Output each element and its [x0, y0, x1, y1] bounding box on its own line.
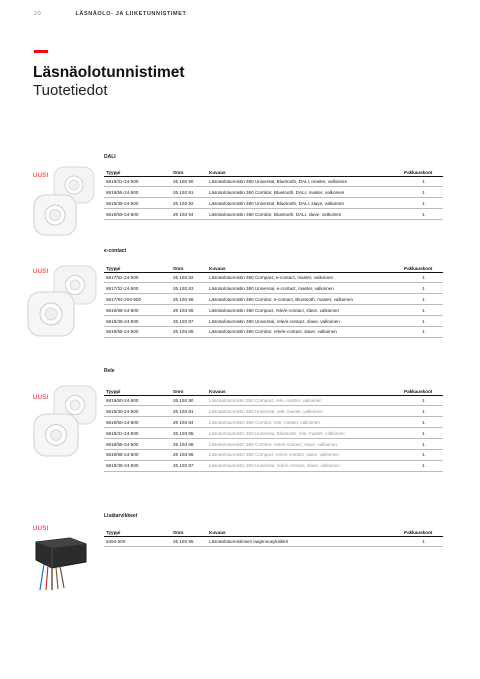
- cell-desc: Läsnäolotunnistin 360 Compact, rele/e-contact, slave, valkoinen: [207, 449, 402, 460]
- cell-type: 6819/30-24-500: [104, 406, 171, 417]
- cell-type: 6819/55-24-500: [104, 187, 171, 198]
- cell-snro: 26 193 86: [171, 305, 207, 316]
- table-row: [104, 460, 443, 471]
- product-table: [104, 169, 443, 220]
- group-label: DALI: [104, 154, 116, 160]
- cell-desc: Läsnäolotunnistin 360 Universal, Bluetooth, rele, master, valkoinen: [207, 428, 402, 439]
- col-header-snro: Snro: [171, 388, 207, 395]
- table-row: [104, 417, 443, 428]
- table-row: [104, 272, 443, 283]
- cell-qty: 1: [402, 294, 443, 305]
- cell-qty: 1: [402, 187, 443, 198]
- col-header-type: Tyyppi: [104, 529, 171, 536]
- cell-type: 6819/58-24-500: [104, 439, 171, 450]
- cell-qty: 1: [402, 449, 443, 460]
- cell-qty: 1: [402, 395, 443, 406]
- cell-type: 6819/50-24-500: [104, 417, 171, 428]
- extension-module-image: [30, 534, 96, 592]
- cell-snro: 26 193 94: [171, 209, 207, 220]
- cell-snro: 26 193 83: [171, 283, 207, 294]
- col-header-desc: Kuvaus: [207, 529, 402, 536]
- accent-bar: [34, 50, 48, 53]
- cell-desc: Läsnäolotunnistin 360 Universal, e-contact, master, valkoinen: [207, 283, 402, 294]
- cell-desc: Läsnäolotunnistin 360 Universal, rele/e-contact, slave, valkoinen: [207, 316, 402, 327]
- cell-desc: Läsnäolotunnistin 360 Corridor, Bluetooth, DALI, slave, valkoinen: [207, 209, 402, 220]
- col-header-desc: Kuvaus: [207, 265, 402, 272]
- cell-type: 6819/60-24-500: [104, 395, 171, 406]
- cell-qty: 1: [402, 406, 443, 417]
- table-row: [104, 449, 443, 460]
- new-badge: UUSI: [33, 395, 49, 401]
- col-header-qty: Pakkauskoot: [402, 388, 443, 395]
- cell-desc: Läsnäolotunnistin 360 Corridor, rele/e-contact, slave, valkoinen: [207, 326, 402, 337]
- cell-type: 6819/38-24-500: [104, 460, 171, 471]
- cell-desc: Läsnäolotunnistimien laajennusyksikkö: [207, 536, 402, 547]
- col-header-type: Tyyppi: [104, 388, 171, 395]
- cell-qty: 1: [402, 283, 443, 294]
- table-row: [104, 187, 443, 198]
- cell-desc: Läsnäolotunnistin 360 Compact, rele/e-contact, slave, valkoinen: [207, 305, 402, 316]
- table-row: [104, 305, 443, 316]
- col-header-snro: Snro: [171, 169, 207, 176]
- cell-qty: 1: [402, 460, 443, 471]
- col-header-snro: Snro: [171, 529, 207, 536]
- cell-type: 6819/59-24-500: [104, 209, 171, 220]
- table-row: [104, 176, 443, 187]
- cell-snro: 26 193 95: [171, 536, 207, 547]
- table-row: [104, 283, 443, 294]
- table-row: [104, 428, 443, 439]
- cell-qty: 1: [402, 536, 443, 547]
- cell-desc: Läsnäolotunnistin 360 Corridor, Bluetooth, DALI, master, valkoinen: [207, 187, 402, 198]
- cell-type: 6819/39-24-500: [104, 198, 171, 209]
- table-row: [104, 316, 443, 327]
- presence-detector-image: [26, 264, 100, 342]
- page-header: [34, 11, 186, 17]
- cell-type: 6817/32-24-500: [104, 283, 171, 294]
- cell-type: 6819/68-24-500: [104, 449, 171, 460]
- cell-type: 6819/68-24-500: [104, 305, 171, 316]
- cell-snro: 26 193 87: [171, 316, 207, 327]
- cell-type: 6817/93-204-500: [104, 294, 171, 305]
- cell-qty: 1: [402, 305, 443, 316]
- cell-qty: 1: [402, 417, 443, 428]
- new-badge: UUSI: [33, 269, 49, 275]
- presence-detector-image: [32, 384, 100, 462]
- cell-snro: 26 193 84: [171, 417, 207, 428]
- cell-qty: 1: [402, 439, 443, 450]
- new-badge: UUSI: [33, 173, 49, 179]
- cell-snro: 26 193 88: [171, 439, 207, 450]
- cell-snro: 26 193 90: [171, 176, 207, 187]
- table-row: [104, 198, 443, 209]
- cell-snro: 26 193 82: [171, 272, 207, 283]
- page-number: 20: [34, 11, 42, 17]
- cell-desc: Läsnäolotunnistin 360 Compact, rele, master, valkoinen: [207, 395, 402, 406]
- cell-qty: 1: [402, 326, 443, 337]
- table-row: [104, 209, 443, 220]
- group-label: Lisätarvikkeet: [104, 513, 138, 519]
- cell-qty: 1: [402, 272, 443, 283]
- page-subtitle: Tuotetiedot: [33, 82, 108, 99]
- cell-desc: Läsnäolotunnistin 360 Universal, Bluetooth, DALI, master, valkoinen: [207, 176, 402, 187]
- cell-type: 6817/62-24-500: [104, 272, 171, 283]
- table-row: [104, 439, 443, 450]
- col-header-desc: Kuvaus: [207, 169, 402, 176]
- cell-desc: Läsnäolotunnistin 360 Universal, rele, master, valkoinen: [207, 406, 402, 417]
- cell-qty: 1: [402, 209, 443, 220]
- cell-desc: Läsnäolotunnistin 360 Corridor, rele, master, valkoinen: [207, 417, 402, 428]
- cell-desc: Läsnäolotunnistin 360 Compact, e-contact, master, valkoinen: [207, 272, 402, 283]
- cell-type: 6819/38-24-500: [104, 316, 171, 327]
- cell-snro: 26 193 86: [171, 449, 207, 460]
- cell-snro: 26 193 98: [171, 294, 207, 305]
- cell-snro: 26 193 88: [171, 326, 207, 337]
- table-row: [104, 326, 443, 337]
- cell-desc: Läsnäolotunnistin 360 Corridor, e-contact, Bluetooth, master, valkoinen: [207, 294, 402, 305]
- cell-snro: 26 193 92: [171, 198, 207, 209]
- cell-snro: 26 193 85: [171, 428, 207, 439]
- cell-qty: 1: [402, 198, 443, 209]
- col-header-qty: Pakkauskoot: [402, 529, 443, 536]
- group-label: Rele: [104, 368, 115, 374]
- table-row: [104, 395, 443, 406]
- product-table: [104, 265, 443, 338]
- col-header-qty: Pakkauskoot: [402, 169, 443, 176]
- product-table: [104, 529, 443, 547]
- table-row: [104, 536, 443, 547]
- product-table: [104, 388, 443, 472]
- cell-type: 6819/31-24-500: [104, 176, 171, 187]
- section-title: LÄSNÄOLO- JA LIIKETUNNISTIMET: [75, 11, 187, 17]
- cell-desc: Läsnäolotunnistin 360 Corridor, rele/e-contact, slave, valkoinen: [207, 439, 402, 450]
- page-title: Läsnäolotunnistimet: [33, 64, 185, 81]
- table-row: [104, 406, 443, 417]
- cell-qty: 1: [402, 176, 443, 187]
- cell-type: 6819/58-24-500: [104, 326, 171, 337]
- cell-snro: 26 193 81: [171, 406, 207, 417]
- cell-type: 6819/31-24-500: [104, 428, 171, 439]
- new-badge: UUSI: [33, 526, 49, 532]
- cell-snro: 26 193 91: [171, 187, 207, 198]
- col-header-qty: Pakkauskoot: [402, 265, 443, 272]
- cell-qty: 1: [402, 428, 443, 439]
- cell-snro: 26 193 87: [171, 460, 207, 471]
- cell-snro: 26 193 80: [171, 395, 207, 406]
- col-header-type: Tyyppi: [104, 169, 171, 176]
- table-row: [104, 294, 443, 305]
- presence-detector-image: [32, 165, 100, 241]
- cell-desc: Läsnäolotunnistin 360 Universal, Bluetooth, DALI, slave, valkoinen: [207, 198, 402, 209]
- col-header-desc: Kuvaus: [207, 388, 402, 395]
- col-header-snro: Snro: [171, 265, 207, 272]
- cell-qty: 1: [402, 316, 443, 327]
- cell-desc: Läsnäolotunnistin 360 Universal, rele/e-contact, slave, valkoinen: [207, 460, 402, 471]
- col-header-type: Tyyppi: [104, 265, 171, 272]
- group-label: e-contact: [104, 248, 127, 254]
- cell-type: 6494-500: [104, 536, 171, 547]
